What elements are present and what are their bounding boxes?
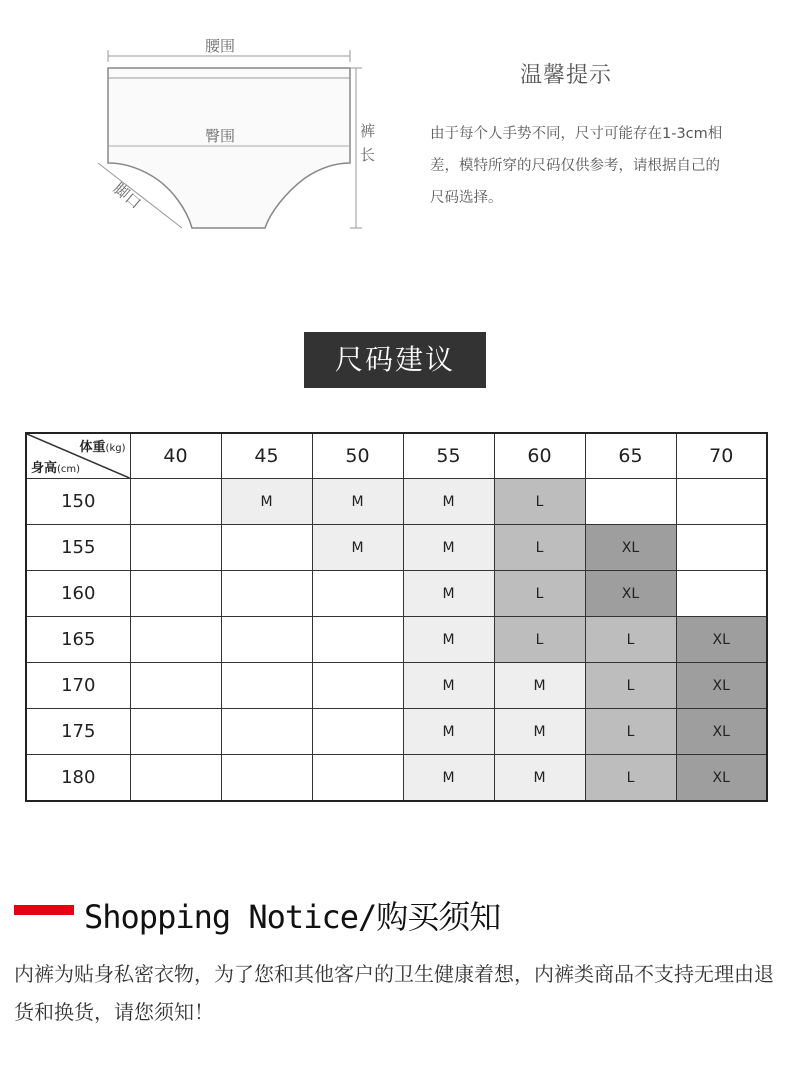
size-cell xyxy=(676,525,767,571)
size-cell: M xyxy=(494,755,585,802)
table-row xyxy=(26,709,767,755)
table-row xyxy=(26,663,767,709)
size-cell xyxy=(221,709,312,755)
height-cell: 165 xyxy=(26,617,130,663)
size-cell: M xyxy=(403,479,494,525)
size-cell xyxy=(676,571,767,617)
notice-accent-bar xyxy=(14,905,74,915)
size-cell: M xyxy=(403,755,494,802)
length-label-1: 裤 xyxy=(360,122,376,140)
corner-weight: 体重(kg) xyxy=(79,440,126,455)
size-cell xyxy=(130,479,221,525)
size-cell: L xyxy=(494,479,585,525)
size-cell: L xyxy=(585,617,676,663)
size-cell xyxy=(221,525,312,571)
leg-label: 脚口 xyxy=(109,179,145,213)
height-cell: 155 xyxy=(26,525,130,571)
weight-header: 60 xyxy=(494,433,585,479)
size-cell xyxy=(221,663,312,709)
size-cell: M xyxy=(403,571,494,617)
size-cell: XL xyxy=(676,617,767,663)
size-cell xyxy=(221,755,312,802)
table-corner xyxy=(26,433,130,479)
size-cell xyxy=(585,479,676,525)
size-cell xyxy=(221,571,312,617)
table-row xyxy=(26,571,767,617)
size-cell: M xyxy=(494,709,585,755)
size-cell xyxy=(130,663,221,709)
tips-text: 由于每个人手势不同，尺寸可能存在1-3cm相差，模特所穿的尺码仅供参考，请根据自己的尺码选择。 xyxy=(430,126,723,206)
height-cell: 175 xyxy=(26,709,130,755)
notice-title: Shopping Notice/购买须知 xyxy=(84,898,501,936)
corner-height: 身高(cm) xyxy=(31,461,81,476)
size-cell xyxy=(312,663,403,709)
size-cell xyxy=(130,571,221,617)
weight-header: 50 xyxy=(312,433,403,479)
table-row xyxy=(26,479,767,525)
tips-title: 温馨提示 xyxy=(520,63,613,88)
size-cell xyxy=(221,617,312,663)
size-cell: M xyxy=(403,525,494,571)
hip-label: 臀围 xyxy=(205,127,236,145)
size-recommendation-header: 尺码建议 xyxy=(304,332,486,388)
size-cell: M xyxy=(403,663,494,709)
size-cell: XL xyxy=(585,571,676,617)
size-cell: M xyxy=(403,617,494,663)
size-cell: M xyxy=(221,479,312,525)
size-cell xyxy=(130,755,221,802)
size-cell xyxy=(312,617,403,663)
weight-header: 40 xyxy=(130,433,221,479)
size-cell: L xyxy=(585,663,676,709)
height-cell: 170 xyxy=(26,663,130,709)
size-table xyxy=(25,432,768,802)
weight-header: 70 xyxy=(676,433,767,479)
size-cell: M xyxy=(403,709,494,755)
weight-header: 55 xyxy=(403,433,494,479)
notice-text: 内裤为贴身私密衣物，为了您和其他客户的卫生健康着想，内裤类商品不支持无理由退货和换货，请您须知！ xyxy=(14,962,774,1024)
weight-header: 65 xyxy=(585,433,676,479)
height-cell: 150 xyxy=(26,479,130,525)
size-cell xyxy=(312,571,403,617)
size-cell: L xyxy=(494,571,585,617)
height-cell: 160 xyxy=(26,571,130,617)
size-cell xyxy=(312,755,403,802)
size-cell: XL xyxy=(676,709,767,755)
underwear-size-diagram xyxy=(80,28,400,248)
size-cell: XL xyxy=(676,663,767,709)
size-cell xyxy=(130,525,221,571)
weight-header: 45 xyxy=(221,433,312,479)
size-cell: M xyxy=(494,663,585,709)
size-cell xyxy=(312,709,403,755)
size-cell: XL xyxy=(585,525,676,571)
size-cell: L xyxy=(585,755,676,802)
size-cell: XL xyxy=(676,755,767,802)
size-cell: L xyxy=(494,617,585,663)
size-table-header-row xyxy=(26,433,767,479)
size-cell: L xyxy=(494,525,585,571)
table-row xyxy=(26,755,767,802)
size-cell xyxy=(130,617,221,663)
size-cell: M xyxy=(312,525,403,571)
size-cell xyxy=(130,709,221,755)
table-row xyxy=(26,617,767,663)
size-cell xyxy=(676,479,767,525)
length-label-2: 长 xyxy=(360,146,376,164)
size-cell: L xyxy=(585,709,676,755)
waist-label: 腰围 xyxy=(205,37,236,55)
size-cell: M xyxy=(312,479,403,525)
table-row xyxy=(26,525,767,571)
height-cell: 180 xyxy=(26,755,130,802)
